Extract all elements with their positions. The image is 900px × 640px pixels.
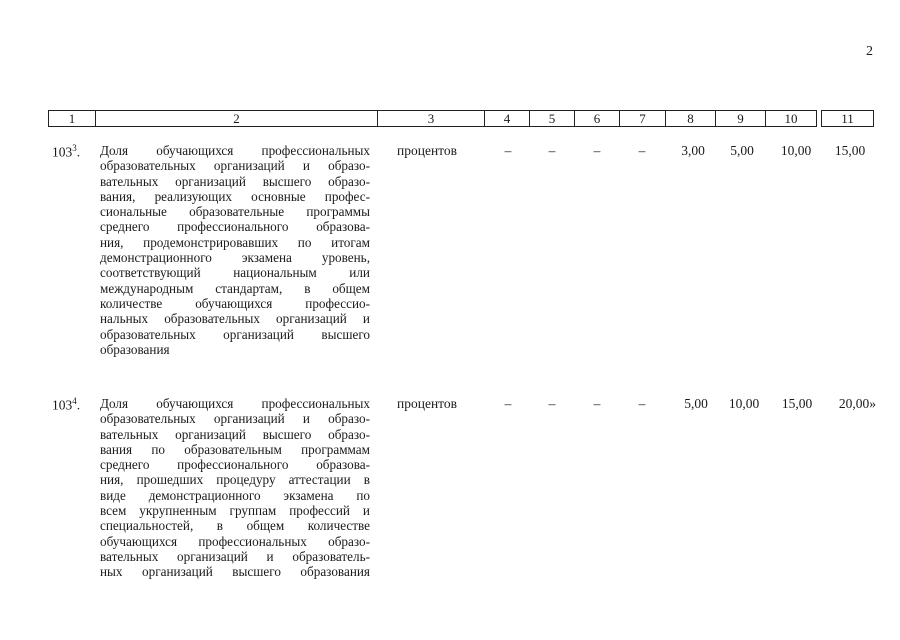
cell-col-10: 10,00 [780,143,812,158]
cell-col-11: 15,00 [834,143,866,158]
description-line: среднего профессионального образова- [100,457,370,473]
column-header-6: 6 [574,110,620,127]
cell-col-9: 5,00 [730,143,754,158]
cell-col-11: 20,00» [838,396,876,411]
description-line: обучающихся профессиональных образо- [100,533,370,549]
column-header-8: 8 [665,110,716,127]
table-header-row [48,110,874,127]
description-line: Доля обучающихся профессиональных [100,143,370,158]
cell-col-8: 3,00 [681,143,705,158]
cell-col-5: – [548,143,556,158]
description-line: специальностей, в общем количестве [100,518,370,534]
cell-col-4: – [504,396,512,411]
description-line: ния, продемонстрировавших по итогам [100,234,370,250]
cell-col-7: – [638,396,646,411]
column-header-3: 3 [377,110,485,127]
column-header-10: 10 [765,110,817,127]
description-line: международным стандартам, в общем [100,280,370,296]
column-header-1: 1 [48,110,96,127]
description-line: ных организаций высшего образования [100,564,370,580]
column-header-9: 9 [715,110,766,127]
description-line: вательных организаций высшего образо- [100,173,370,189]
description-line: вания, реализующих основные профес- [100,188,370,204]
page-number: 2 [866,44,873,59]
column-header-7: 7 [619,110,666,127]
description-line: образовательных организаций и образо- [100,158,370,174]
description-line: образовательных организаций и образо- [100,411,370,427]
cell-col-6: – [593,396,601,411]
description-line: соответствующий национальным или [100,265,370,281]
cell-col-9: 10,00 [728,396,760,411]
description-line: образования [100,341,170,357]
description-line: вательных организаций высшего образо- [100,426,370,442]
description-line: вания по образовательным программам [100,441,370,457]
description-line: виде демонстрационного экзамена по [100,487,370,503]
row-unit: процентов [397,396,458,411]
description-line: вательных организаций и образователь- [100,548,370,564]
description-line: сиональные образовательные программы [100,204,370,220]
description-line: количестве обучающихся профессио- [100,295,370,311]
column-header-11: 11 [821,110,874,127]
description-line: Доля обучающихся профессиональных [100,396,370,411]
cell-col-8: 5,00 [684,396,708,411]
description-line: среднего профессионального образова- [100,219,370,235]
row-number: $103^3$. [52,143,81,160]
column-header-4: 4 [484,110,530,127]
cell-col-10: 15,00 [781,396,813,411]
cell-col-4: – [504,143,512,158]
row-description [100,143,370,357]
row-description [100,396,370,580]
column-header-2: 2 [95,110,378,127]
row-number: $103^4$. [52,396,81,413]
description-line: образовательных организаций высшего [100,326,370,342]
column-header-5: 5 [529,110,575,127]
description-line: демонстрационного экзамена уровень, [100,250,370,266]
description-line: ния, прошедших процедуру аттестации в [100,472,370,488]
description-line: всем укрупненным группам профессий и [100,503,370,519]
cell-col-7: – [638,143,646,158]
cell-col-6: – [593,143,601,158]
row-unit: процентов [397,143,458,158]
description-line: нальных образовательных организаций и [100,311,370,327]
cell-col-5: – [548,396,556,411]
